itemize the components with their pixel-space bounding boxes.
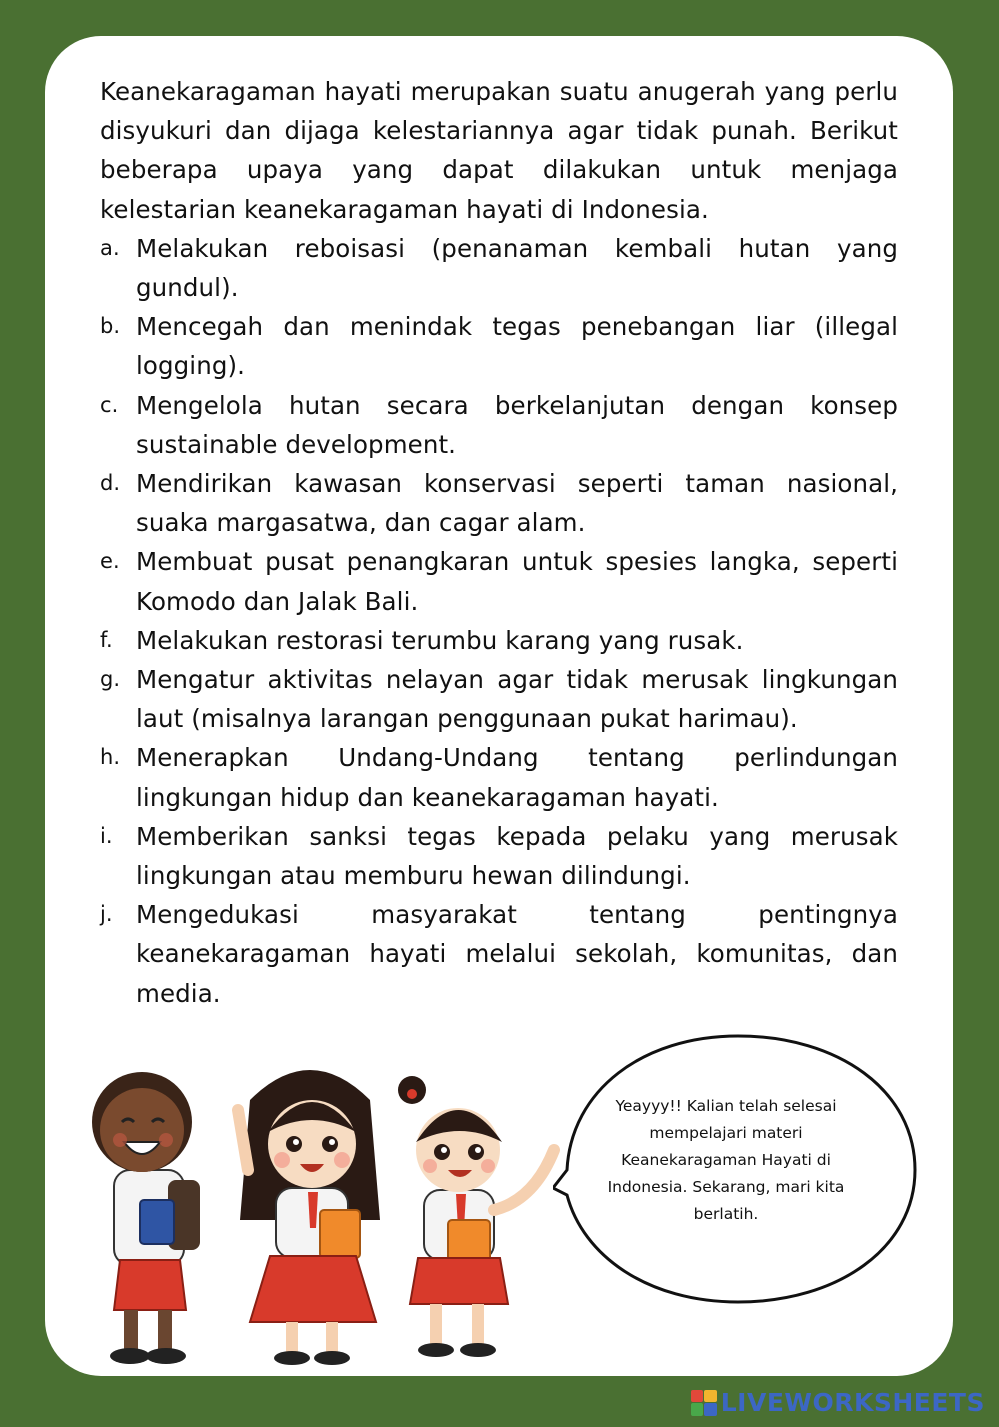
speech-bubble-text: Yeayyy!! Kalian telah selesai mempelajari materi Keanekaragaman Hayati di Indonesia. Sekarang, mari kita berlatih. bbox=[607, 1097, 845, 1223]
list-item bbox=[100, 464, 898, 542]
list-marker: d. bbox=[100, 471, 121, 496]
footer-brand[interactable] bbox=[691, 1388, 985, 1417]
girl-figure-right bbox=[398, 1076, 554, 1357]
boy-figure bbox=[92, 1072, 200, 1364]
list-marker: a. bbox=[100, 235, 120, 260]
list-item-text: Menerapkan Undang-Undang tentang perlindungan lingkungan hidup dan keanekaragaman hayati. bbox=[136, 743, 898, 812]
list-item-text: Melakukan restorasi terumbu karang yang rusak. bbox=[136, 625, 744, 655]
list-marker: e. bbox=[100, 549, 120, 574]
list-marker: f. bbox=[100, 627, 113, 652]
list-item bbox=[100, 229, 898, 307]
list-marker: c. bbox=[100, 392, 119, 417]
list-item bbox=[100, 660, 898, 738]
brand-name: LIVEWORKSHEETS bbox=[720, 1388, 985, 1417]
list-item-text: Mengedukasi masyarakat tentang pentingnya keanekaragaman hayati melalui sekolah, komunitas, dan media. bbox=[136, 900, 898, 1008]
girl-figure-middle bbox=[238, 1070, 380, 1365]
list-item bbox=[100, 307, 898, 385]
article bbox=[100, 72, 898, 1013]
list-item bbox=[100, 817, 898, 895]
list-marker: j. bbox=[100, 902, 113, 927]
intro-paragraph: Keanekaragaman hayati merupakan suatu anugerah yang perlu disyukuri dan dijaga kelestariannya agar tidak punah. Berikut beberapa upaya yang dapat dilakukan untuk menjaga kelestarian keanekaragaman hayati di Indonesia. bbox=[100, 77, 898, 224]
list-item-text: Mengatur aktivitas nelayan agar tidak merusak lingkungan laut (misalnya larangan penggunaan pukat harimau). bbox=[136, 665, 898, 734]
list-item-text: Melakukan reboisasi (penanaman kembali hutan yang gundul). bbox=[136, 233, 898, 303]
list-marker: g. bbox=[100, 667, 121, 692]
list-marker: i. bbox=[100, 823, 113, 848]
list-item-text: Mencegah dan menindak tegas penebangan liar (illegal logging). bbox=[136, 312, 898, 381]
list-item bbox=[100, 386, 898, 464]
list-item bbox=[100, 621, 898, 660]
effort-list bbox=[100, 229, 898, 1013]
list-marker: b. bbox=[100, 314, 121, 339]
list-item-text: Membuat pusat penangkaran untuk spesies langka, seperti Komodo dan Jalak Bali. bbox=[136, 547, 898, 616]
list-item-text: Memberikan sanksi tegas kepada pelaku yang merusak lingkungan atau memburu hewan dilindungi. bbox=[136, 821, 898, 891]
list-marker: h. bbox=[100, 745, 121, 770]
three-students-illustration-icon bbox=[80, 1060, 600, 1380]
list-item bbox=[100, 895, 898, 1013]
liveworksheets-logo-icon bbox=[691, 1390, 717, 1416]
list-item-text: Mendirikan kawasan konservasi seperti taman nasional, suaka margasatwa, dan cagar alam. bbox=[136, 469, 898, 538]
list-item bbox=[100, 738, 898, 816]
list-item bbox=[100, 542, 898, 620]
list-item-text: Mengelola hutan secara berkelanjutan dengan konsep sustainable development. bbox=[136, 390, 898, 459]
